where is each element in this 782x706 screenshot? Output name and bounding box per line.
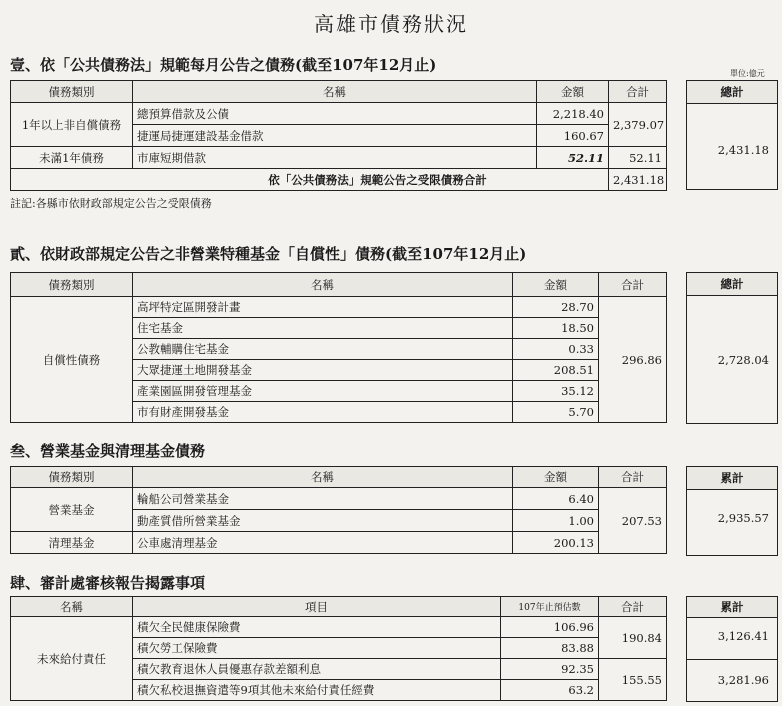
- section-3-grand-total: [686, 466, 778, 556]
- total-label: 依「公共債務法」規範公告之受限債務合計: [11, 169, 609, 191]
- header-subtotal: 合計: [609, 81, 667, 103]
- header-amount: 金額: [513, 273, 599, 297]
- item-amount: 160.67: [537, 125, 609, 147]
- subtotal-cell: 2,379.07: [609, 103, 667, 147]
- header-amount: 金額: [513, 467, 599, 488]
- header-subtotal: 合計: [599, 597, 667, 617]
- item-amount: 208.51: [513, 360, 599, 381]
- item-name: 高坪特定區開發計畫: [133, 297, 513, 318]
- category-cell: 1年以上非自償債務: [11, 103, 133, 147]
- subtotal-cell: 52.11: [609, 147, 667, 169]
- category-cell: 營業基金: [11, 488, 133, 532]
- item-amount: 0.33: [513, 339, 599, 360]
- subtotal-cell: 296.86: [599, 297, 667, 423]
- page-title: 高雄市債務狀況: [314, 12, 468, 36]
- section-4-grand-total: [686, 596, 778, 702]
- item-name: 住宅基金: [133, 318, 513, 339]
- item-amount: 92.35: [501, 659, 599, 680]
- item-name: 輪船公司營業基金: [133, 488, 513, 510]
- section-4-heading: 肆、審計處審核報告揭露事項: [10, 574, 206, 592]
- header-amount: 107年止預估數: [501, 597, 599, 617]
- grand-value: 3,126.41: [717, 629, 769, 643]
- subtotal-cell: 207.53: [599, 488, 667, 554]
- header-subtotal: 合計: [599, 273, 667, 297]
- section-2-grand-total: [686, 272, 778, 424]
- section-1-heading: 壹、依「公共債務法」規範每月公告之債務(截至107年12月止): [10, 56, 437, 74]
- item-amount: 83.88: [501, 638, 599, 659]
- section-1-note: 註記:各縣市依財政部規定公告之受限債務: [10, 197, 212, 210]
- item-name: 捷運局捷運建設基金借款: [133, 125, 537, 147]
- section-2-heading: 貳、依財政部規定公告之非營業特種基金「自償性」債務(截至107年12月止): [10, 245, 527, 263]
- section-4-table: [10, 596, 667, 701]
- item-name: 市庫短期借款: [133, 147, 537, 169]
- item-amount: 52.11: [537, 147, 609, 169]
- grand-header: 累計: [687, 467, 777, 490]
- header-amount: 金額: [537, 81, 609, 103]
- item-amount: 6.40: [513, 488, 599, 510]
- grand-divider: [687, 659, 777, 660]
- header-subtotal: 合計: [599, 467, 667, 488]
- total-value: 2,431.18: [609, 169, 667, 191]
- grand-header: 總計: [687, 81, 777, 104]
- category-cell: 自償性債務: [11, 297, 133, 423]
- item-name: 產業園區開發管理基金: [133, 381, 513, 402]
- item-amount: 1.00: [513, 510, 599, 532]
- header-category: 債務類別: [11, 81, 133, 103]
- grand-value: 2,935.57: [717, 511, 769, 525]
- section-1-grand-total: [686, 80, 778, 190]
- header-category: 名稱: [11, 597, 133, 617]
- unit-label: 單位:億元: [730, 69, 765, 78]
- subtotal-cell: 190.84: [599, 617, 667, 659]
- item-name: 總預算借款及公債: [133, 103, 537, 125]
- grand-value: 2,431.18: [717, 143, 769, 157]
- grand-header: 累計: [687, 597, 777, 618]
- item-name: 積欠勞工保險費: [133, 638, 501, 659]
- subtotal-cell: 155.55: [599, 659, 667, 701]
- section-2-table: [10, 272, 667, 423]
- grand-value: 2,728.04: [717, 353, 769, 367]
- header-name: 名稱: [133, 81, 537, 103]
- item-name: 積欠私校退撫資遣等9項其他未來給付責任經費: [133, 680, 501, 701]
- item-name: 動產質借所營業基金: [133, 510, 513, 532]
- item-name: 市有財產開發基金: [133, 402, 513, 423]
- category-cell: 未滿1年債務: [11, 147, 133, 169]
- grand-header: 總計: [687, 273, 777, 296]
- header-name: 項目: [133, 597, 501, 617]
- grand-value: 3,281.96: [717, 673, 769, 687]
- item-name: 公車處清理基金: [133, 532, 513, 554]
- item-amount: 35.12: [513, 381, 599, 402]
- section-1-table: [10, 80, 667, 191]
- item-name: 積欠全民健康保險費: [133, 617, 501, 638]
- item-amount: 2,218.40: [537, 103, 609, 125]
- header-name: 名稱: [133, 273, 513, 297]
- header-category: 債務類別: [11, 273, 133, 297]
- item-amount: 18.50: [513, 318, 599, 339]
- section-3-heading: 叁、營業基金與清理基金債務: [10, 442, 206, 460]
- item-amount: 28.70: [513, 297, 599, 318]
- category-cell: 清理基金: [11, 532, 133, 554]
- item-amount: 200.13: [513, 532, 599, 554]
- header-category: 債務類別: [11, 467, 133, 488]
- item-name: 公教輔購住宅基金: [133, 339, 513, 360]
- category-cell: 未來給付責任: [11, 617, 133, 701]
- header-name: 名稱: [133, 467, 513, 488]
- item-name: 大眾捷運土地開發基金: [133, 360, 513, 381]
- item-name: 積欠教育退休人員優惠存款差額利息: [133, 659, 501, 680]
- item-amount: 106.96: [501, 617, 599, 638]
- item-amount: 63.2: [501, 680, 599, 701]
- item-amount: 5.70: [513, 402, 599, 423]
- section-3-table: [10, 466, 667, 554]
